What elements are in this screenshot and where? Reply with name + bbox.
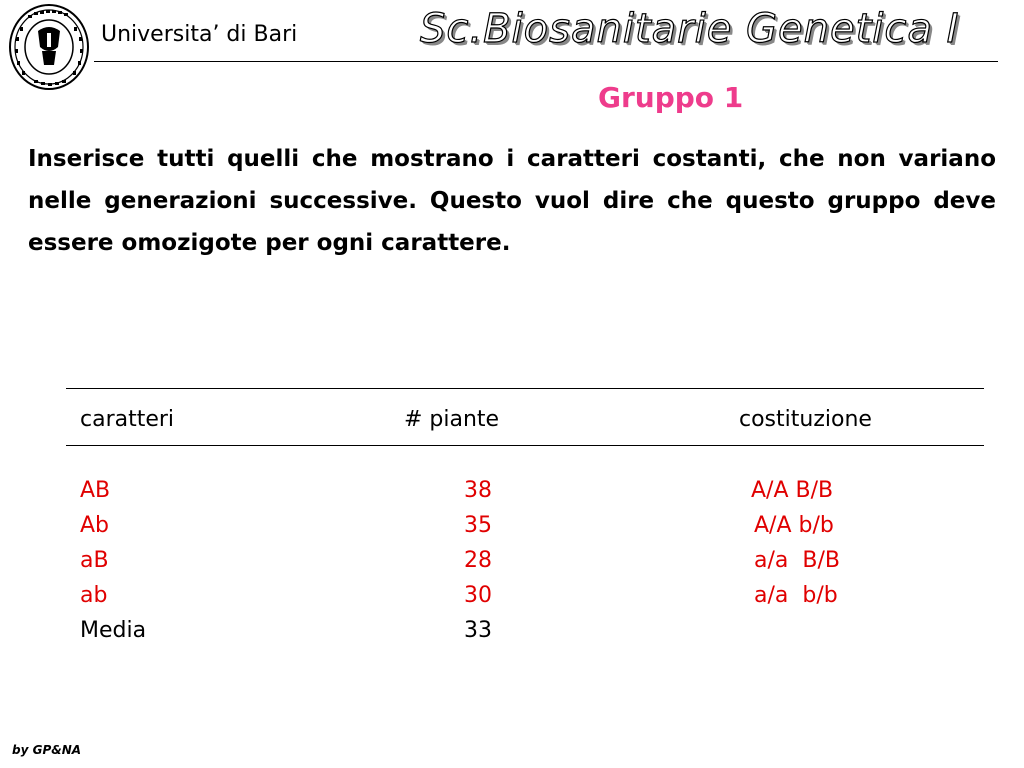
university-seal-icon — [8, 3, 90, 91]
data-table — [66, 388, 984, 658]
body-paragraph: Inserisce tutti quelli che mostrano i caratteri costanti, che non variano nelle generazioni successive. Questo vuol dire che questo gruppo deve essere omozigote per ogni carattere. — [28, 146, 996, 256]
column-header-caratteri: caratteri — [80, 407, 175, 432]
course-title: Sc.Biosanitarie Genetica I — [420, 6, 960, 52]
table-cell-caratteri: Media — [80, 618, 147, 643]
table-cell-caratteri: ab — [80, 583, 108, 608]
table-cell-caratteri: AB — [80, 478, 111, 503]
table-cell-piante: 38 — [464, 478, 492, 503]
table-cell-piante: 30 — [464, 583, 492, 608]
table-cell-piante: 35 — [464, 513, 492, 538]
table-cell-caratteri: aB — [80, 548, 109, 573]
table-cell-piante: 33 — [464, 618, 492, 643]
table-header-rule — [66, 445, 984, 446]
table-cell-costituzione: A/A b/b — [754, 513, 834, 538]
table-top-rule — [66, 388, 984, 389]
table-cell-costituzione: A/A B/B — [751, 478, 834, 503]
column-header-costituzione: costituzione — [739, 407, 872, 432]
table-cell-piante: 28 — [464, 548, 492, 573]
header-divider — [94, 61, 998, 62]
footer-credit: by GP&NA — [12, 743, 82, 757]
table-cell-costituzione: a/a b/b — [754, 583, 838, 608]
university-name: Universita’ di Bari — [101, 22, 298, 47]
table-cell-caratteri: Ab — [80, 513, 110, 538]
slide-title: Gruppo 1 — [598, 81, 744, 114]
column-header-piante: # piante — [404, 407, 500, 432]
table-cell-costituzione: a/a B/B — [754, 548, 840, 573]
